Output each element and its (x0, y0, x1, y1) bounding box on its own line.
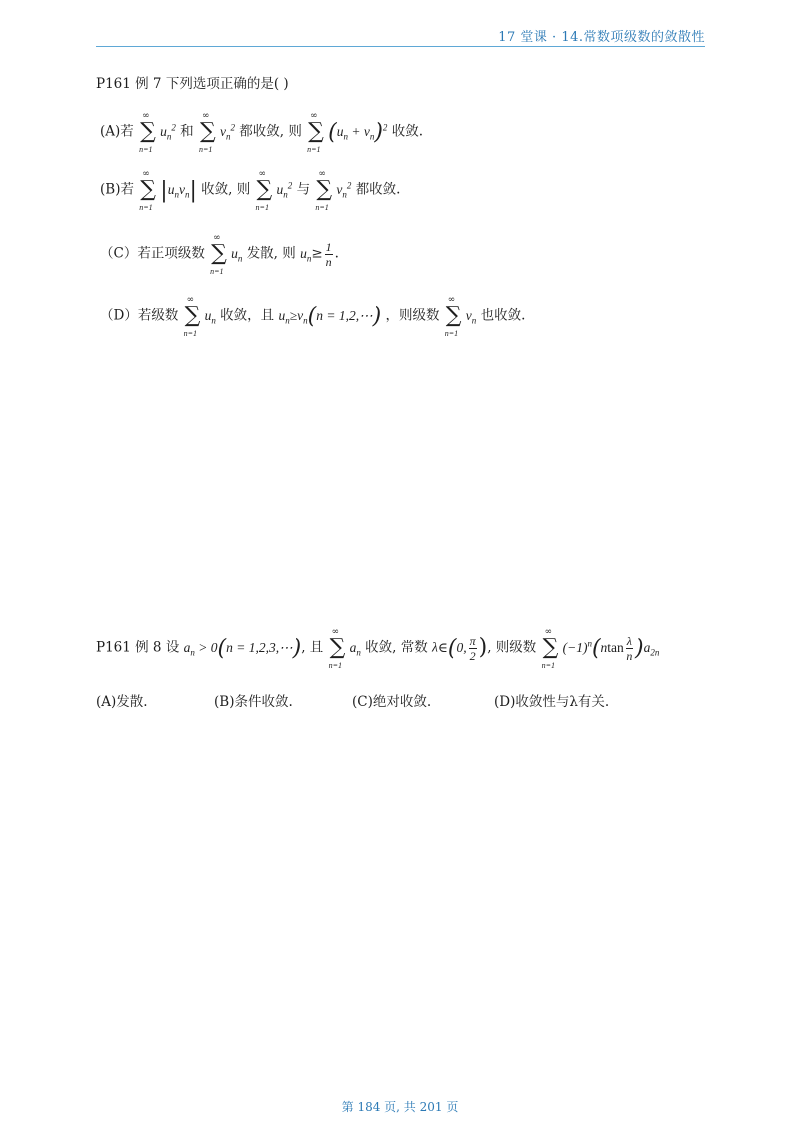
question-8-title: P161 例 8 设 $a_n > 0(n$ = 1,2,3,⋯), 且 ∞ ∑ n=1 $a_n$ 收敛, 常数 λ∈(0, $\frac{\pi}{2}$ ), 则级数 ∞ ∑ n=1 $(-1)^n(ntan$ $\frac{\lambda}{n}$ )$a_{2n}$ (96, 627, 660, 670)
fraction: $\frac{\lambda}{n}$ (626, 633, 633, 663)
fraction: $\frac{1}{n}$ (325, 239, 332, 269)
sum-symbol: ∞ ∑ n=1 (139, 111, 156, 154)
page-number: 第 184 页, 共 201 页 (341, 1100, 459, 1114)
sum-symbol: ∞ ∑ n=1 (139, 169, 156, 212)
q8-option-d: (D)收敛性与λ有关. (494, 694, 610, 710)
option-b-label: (B)若 (100, 181, 134, 198)
option-b-line: (B)若 ∞ ∑ n=1 $|u_nv_n|$ 收敛, 则 ∞ ∑ n=1 $u_n^2$ 与 ∞ ∑ n=1 $v_n^2$ 都收敛. (100, 169, 401, 212)
sum-symbol: ∞ ∑ n=1 (210, 233, 227, 276)
option-c-line: （C）若正项级数 ∞ ∑ n=1 $u_n$ 发散, 则 $u_n\ge$ $\frac{1}{n}$ . (100, 233, 339, 276)
option-d-label: （D）若级数 (100, 307, 179, 324)
header-title: 17 堂课 · 14.常数项级数的敛散性 (498, 30, 705, 45)
fraction: $\frac{\pi}{2}$ (469, 633, 476, 663)
q8-option-a: (A)发散. (96, 694, 148, 710)
page-header (96, 24, 705, 47)
sum-symbol: ∞ ∑ n=1 (307, 111, 324, 154)
option-a-label: (A)若 (100, 123, 134, 140)
sum-symbol: ∞ ∑ n=1 (183, 295, 201, 338)
sum-symbol: ∞ ∑ n=1 (198, 111, 216, 154)
question-7-title: P161 例 7 下列选项正确的是( ) (96, 76, 289, 92)
sum-symbol: ∞ ∑ n=1 (444, 295, 462, 338)
q8-option-c: (C)绝对收敛. (352, 694, 432, 710)
sum-symbol: ∞ ∑ n=1 (255, 169, 273, 212)
option-d-line: （D）若级数 ∞ ∑ n=1 $u_n$ 收敛，且 $u_n\ge v_n(n$ = 1,2,⋯) ，则级数 ∞ ∑ n=1 $v_n$ 也收敛. (100, 295, 526, 338)
sum-symbol: ∞ ∑ n=1 (315, 169, 333, 212)
option-a-line: (A)若 ∞ ∑ n=1 $u_n^2$ 和 ∞ ∑ n=1 $v_n^2$ 都收敛, 则 ∞ ∑ n=1 $(u_n + v_n)^2$ 收敛. (100, 111, 424, 154)
q8-option-b: (B)条件收敛. (214, 694, 293, 710)
sum-symbol: ∞ ∑ n=1 (541, 627, 559, 670)
option-c-label: （C）若正项级数 (100, 245, 205, 262)
sum-symbol: ∞ ∑ n=1 (328, 627, 346, 670)
